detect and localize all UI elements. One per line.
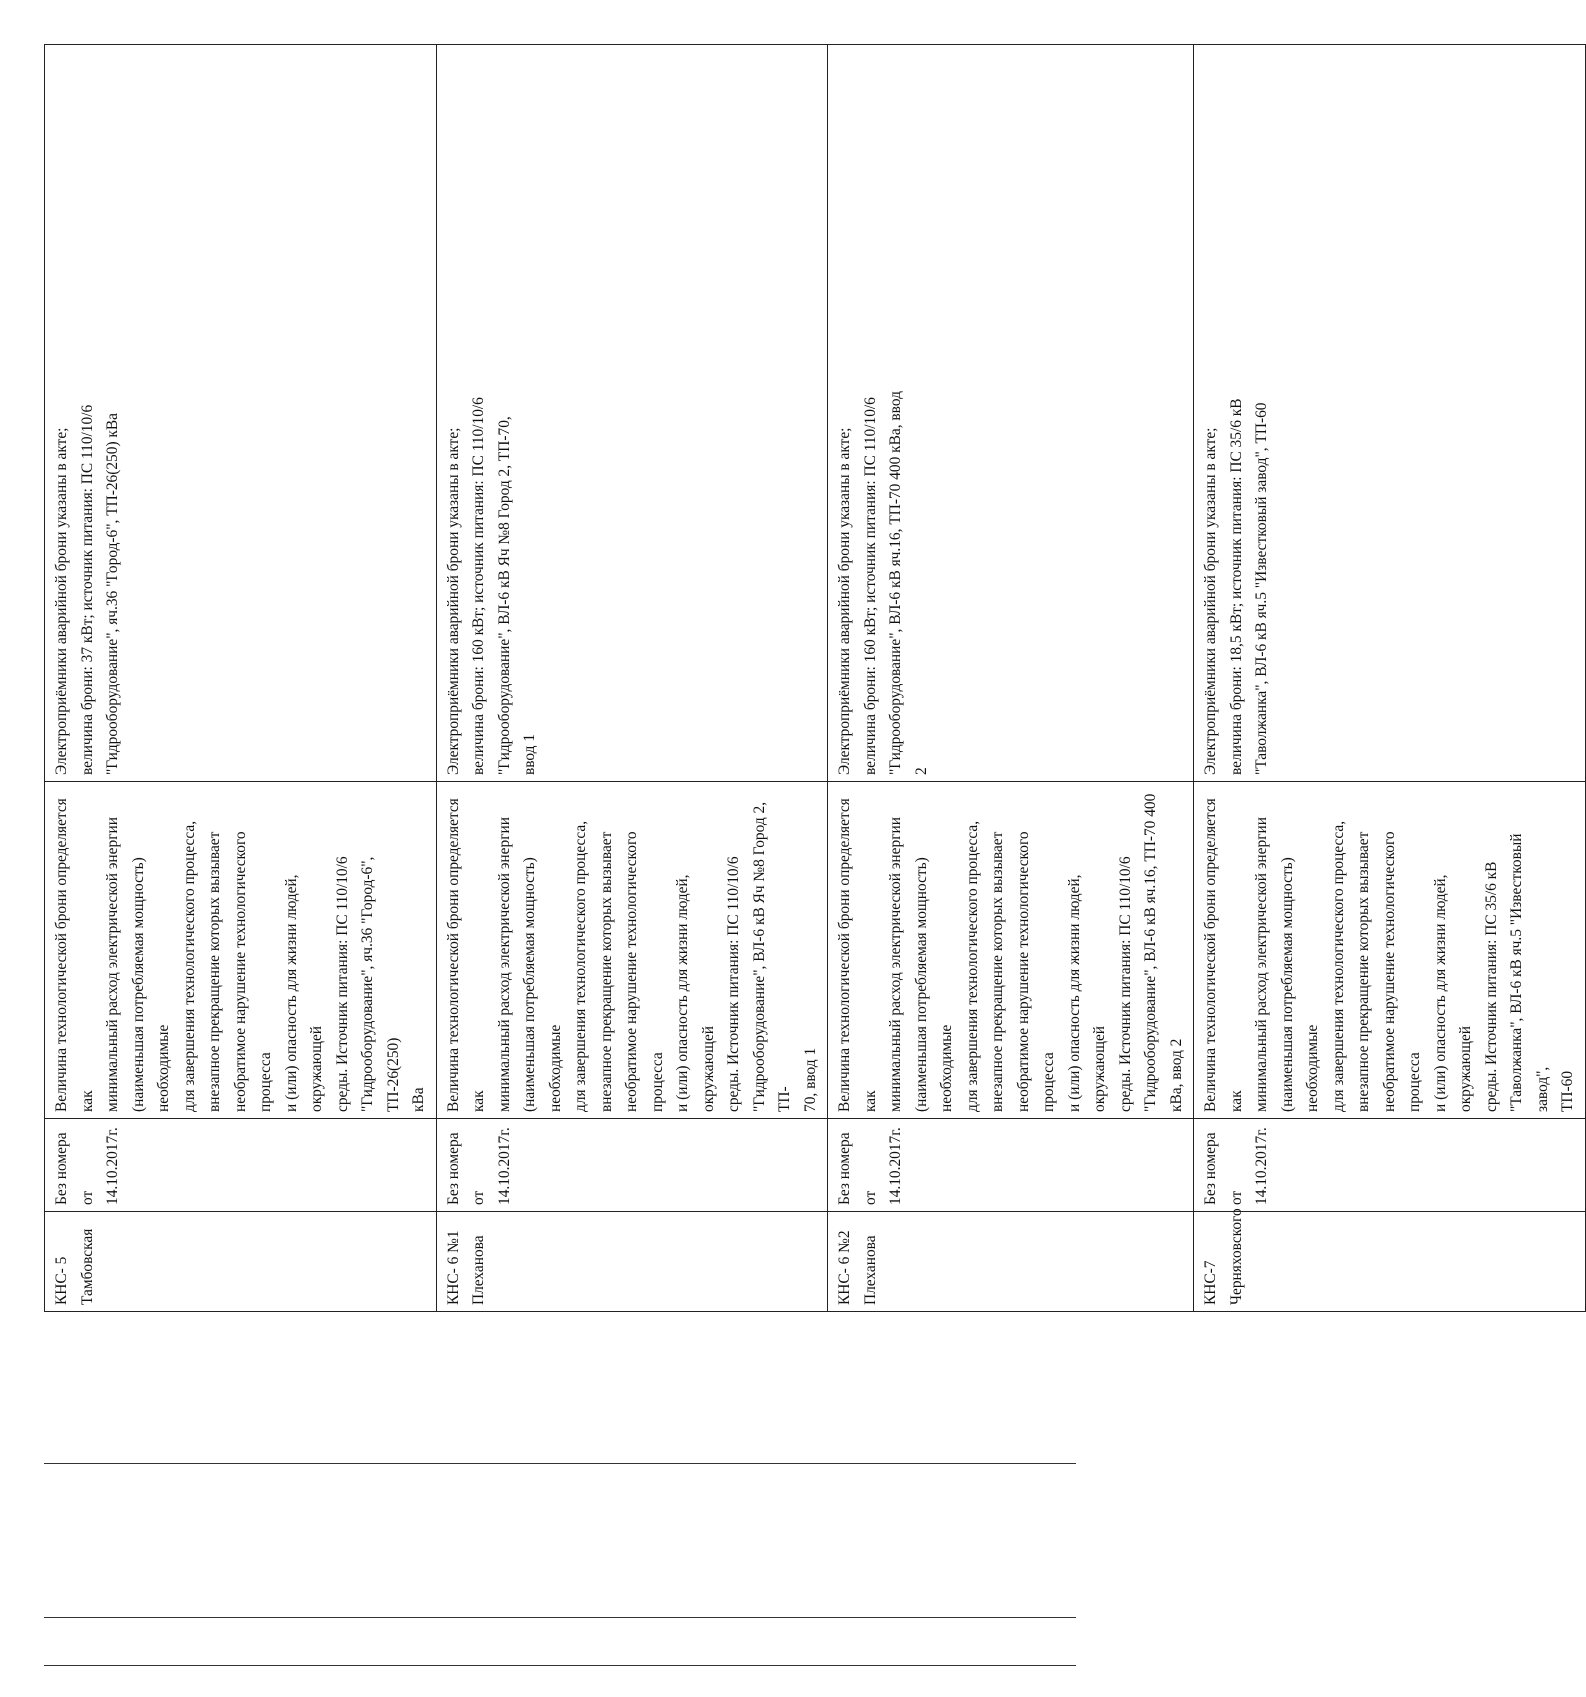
emergency-reserve-cell: Электроприёмники аварийной брони указаны в акте; величина брони: 37 кВт; источник питания: ПС 110/10/6 "Гидрооборудование", яч.36 "Город-6", ТП-26(250) кВа <box>45 45 437 782</box>
object-name-cell: КНС-7 Черняховского <box>1194 1212 1586 1312</box>
horizontal-rule <box>44 1463 1076 1464</box>
table-row <box>45 45 437 1312</box>
object-name-cell: КНС- 6 №2 Плеханова <box>828 1212 1194 1312</box>
document-cell: Без номера от 14.10.2017г. <box>436 1119 828 1212</box>
table-row <box>1194 45 1586 1312</box>
technological-reserve-cell: Величина технологической брони определяется как минимальный расход электрической энергии (наименьшая потребляемая мощность) необходимые для завершения технологического процесса, внезапное прекращение которых вызывает необратимое нарушение технологического процесса и (или) опасность для жизни людей, окружающей среды. Источник питания: ПС 110/10/6 "Гидрооборудование", ВЛ-6 кВ яч.16, ТП-70 400 кВа, ввод 2 <box>828 782 1194 1119</box>
horizontal-rule <box>44 1617 1076 1618</box>
emergency-reserve-cell: Электроприёмники аварийной брони указаны в акте; величина брони: 160 кВт; источник питания: ПС 110/10/6 "Гидрооборудование", ВЛ-6 кВ Яч №8 Город 2, ТП-70, ввод 1 <box>436 45 828 782</box>
technological-reserve-cell: Величина технологической брони определяется как минимальный расход электрической энергии (наименьшая потребляемая мощность) необходимые для завершения технологического процесса, внезапное прекращение которых вызывает необратимое нарушение технологического процесса и (или) опасность для жизни людей, окружающей среды. Источник питания: ПС 110/10/6 "Гидрооборудование", яч.36 "Город-6", ТП-26(250) кВа <box>45 782 437 1119</box>
table-row <box>828 45 1194 1312</box>
document-cell: Без номера от 14.10.2017г. <box>45 1119 437 1212</box>
emergency-reserve-cell: Электроприёмники аварийной брони указаны в акте; величина брони: 160 кВт; источник питания: ПС 110/10/6 "Гидрооборудование", ВЛ-6 кВ яч.16, ТП-70 400 кВа, ввод 2 <box>828 45 1194 782</box>
power-reserve-table <box>44 44 1586 1312</box>
emergency-reserve-cell: Электроприёмники аварийной брони указаны в акте; величина брони: 18,5 кВт; источник питания: ПС 35/6 кВ "Таволжанка", ВЛ-6 кВ яч.5 "Известковый завод", ТП-60 <box>1194 45 1586 782</box>
object-name-cell: КНС- 5 Тамбовская <box>45 1212 437 1312</box>
document-cell: Без номера от 14.10.2017г. <box>828 1119 1194 1212</box>
horizontal-rule <box>44 1665 1076 1666</box>
rotated-table-wrapper <box>44 44 1576 1312</box>
table-row <box>436 45 828 1312</box>
technological-reserve-cell: Величина технологической брони определяется как минимальный расход электрической энергии (наименьшая потребляемая мощность) необходимые для завершения технологического процесса, внезапное прекращение которых вызывает необратимое нарушение технологического процесса и (или) опасность для жизни людей, окружающей среды. Источник питания: ПС 35/6 кВ "Таволжанка", ВЛ-6 кВ яч.5 "Известковый завод", ТП-60 <box>1194 782 1586 1119</box>
technological-reserve-cell: Величина технологической брони определяется как минимальный расход электрической энергии (наименьшая потребляемая мощность) необходимые для завершения технологического процесса, внезапное прекращение которых вызывает необратимое нарушение технологического процесса и (или) опасность для жизни людей, окружающей среды. Источник питания: ПС 110/10/6 "Гидрооборудование", ВЛ-6 кВ Яч №8 Город 2, ТП- 70, ввод 1 <box>436 782 828 1119</box>
document-cell: Без номера от 14.10.2017г. <box>1194 1119 1586 1212</box>
object-name-cell: КНС- 6 №1 Плеханова <box>436 1212 828 1312</box>
